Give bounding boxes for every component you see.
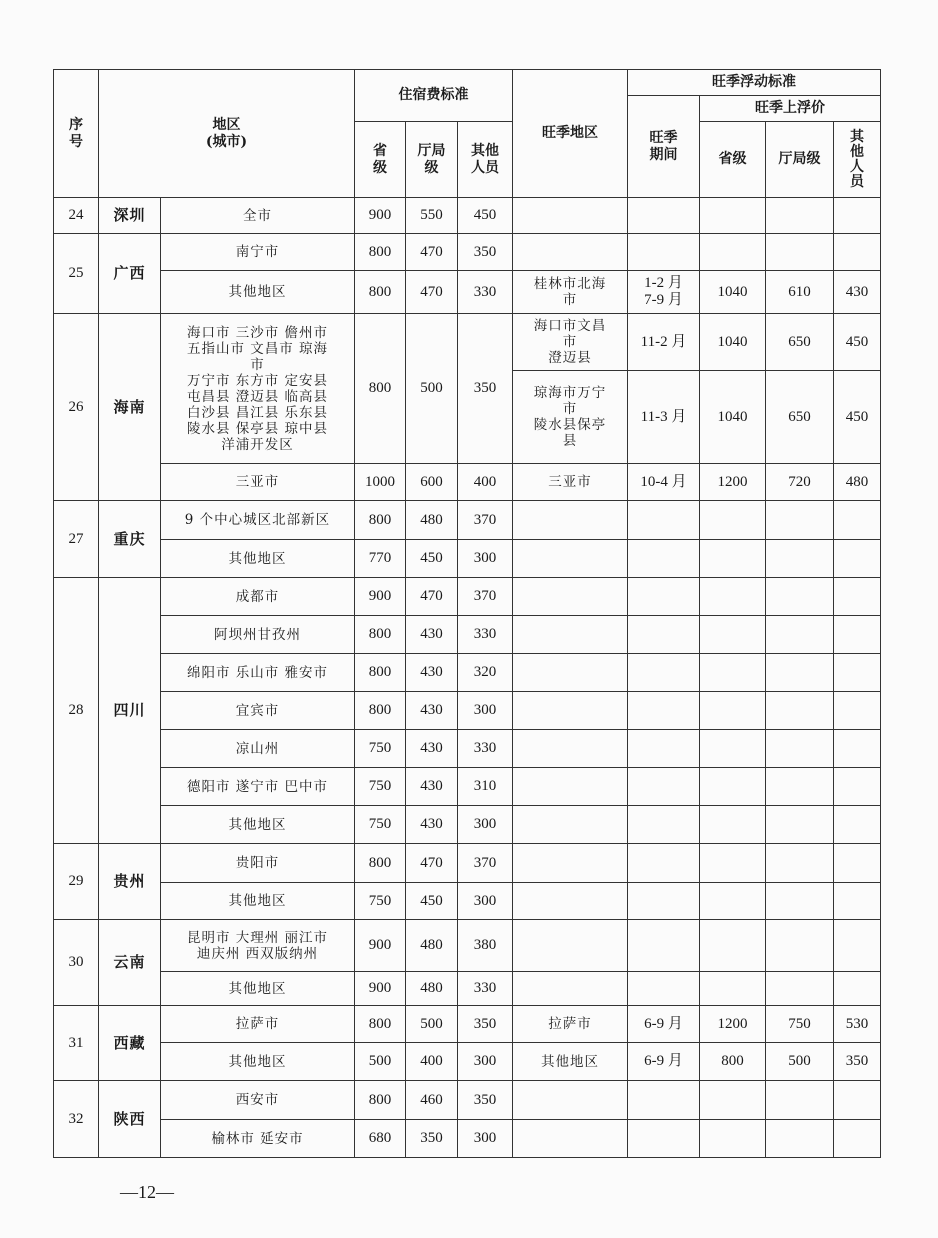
provincial-rate: 900 xyxy=(355,920,406,972)
area-cell: 西安市 xyxy=(161,1081,355,1120)
peak-provincial-rate xyxy=(700,501,766,540)
department-rate: 550 xyxy=(406,198,458,234)
provincial-rate: 800 xyxy=(355,501,406,540)
department-rate: 430 xyxy=(406,730,458,768)
peak-period-cell xyxy=(628,844,700,883)
department-rate: 500 xyxy=(406,1006,458,1043)
peak-department-rate xyxy=(766,972,834,1006)
department-rate: 470 xyxy=(406,578,458,616)
peak-other-rate xyxy=(834,806,881,844)
table-row xyxy=(54,234,881,271)
peak-department-rate: 650 xyxy=(766,314,834,371)
area-cell: 阿坝州甘孜州 xyxy=(161,616,355,654)
header-peak-area: 旺季地区 xyxy=(513,70,628,198)
provincial-rate: 750 xyxy=(355,883,406,920)
peak-department-rate: 500 xyxy=(766,1043,834,1081)
seq-cell: 30 xyxy=(54,920,99,1006)
peak-other-rate xyxy=(834,501,881,540)
other-rate: 350 xyxy=(458,1081,513,1120)
area-cell: 海口市 三沙市 儋州市 五指山市 文昌市 琼海 市 万宁市 东方市 定安县 屯昌县 澄迈县 临高县 白沙县 昌江县 乐东县 陵水县 保亭县 琼中县 洋浦开发区 xyxy=(161,314,355,464)
provincial-rate: 800 xyxy=(355,1081,406,1120)
peak-provincial-rate: 1040 xyxy=(700,314,766,371)
seq-cell: 24 xyxy=(54,198,99,234)
peak-department-rate xyxy=(766,234,834,271)
peak-area-cell xyxy=(513,1081,628,1120)
peak-area-cell xyxy=(513,501,628,540)
peak-provincial-rate: 1200 xyxy=(700,464,766,501)
other-rate: 450 xyxy=(458,198,513,234)
department-rate: 400 xyxy=(406,1043,458,1081)
peak-area-cell: 三亚市 xyxy=(513,464,628,501)
other-rate: 300 xyxy=(458,1043,513,1081)
provincial-rate: 770 xyxy=(355,540,406,578)
peak-period-cell: 6-9 月 xyxy=(628,1006,700,1043)
header-peak-department: 厅局级 xyxy=(766,122,834,198)
other-rate: 300 xyxy=(458,692,513,730)
peak-provincial-rate xyxy=(700,692,766,730)
other-rate: 310 xyxy=(458,768,513,806)
peak-area-cell xyxy=(513,972,628,1006)
area-cell: 宜宾市 xyxy=(161,692,355,730)
peak-other-rate: 480 xyxy=(834,464,881,501)
header-lodging-provincial: 省 级 xyxy=(355,122,406,198)
table-row xyxy=(54,1081,881,1120)
department-rate: 480 xyxy=(406,972,458,1006)
province-cell: 云南 xyxy=(99,920,161,1006)
area-cell: 9 个中心城区北部新区 xyxy=(161,501,355,540)
peak-department-rate: 650 xyxy=(766,371,834,464)
peak-area-cell xyxy=(513,198,628,234)
peak-provincial-rate xyxy=(700,972,766,1006)
area-cell: 昆明市 大理州 丽江市 迪庆州 西双版纳州 xyxy=(161,920,355,972)
peak-other-rate xyxy=(834,920,881,972)
peak-department-rate: 720 xyxy=(766,464,834,501)
peak-area-cell xyxy=(513,883,628,920)
province-cell: 西藏 xyxy=(99,1006,161,1081)
other-rate: 330 xyxy=(458,972,513,1006)
area-cell: 德阳市 遂宁市 巴中市 xyxy=(161,768,355,806)
other-rate: 350 xyxy=(458,1006,513,1043)
page-number: —12— xyxy=(120,1182,174,1202)
area-cell: 绵阳市 乐山市 雅安市 xyxy=(161,654,355,692)
peak-period-cell xyxy=(628,1081,700,1120)
peak-other-rate xyxy=(834,972,881,1006)
area-cell: 凉山州 xyxy=(161,730,355,768)
other-rate: 350 xyxy=(458,234,513,271)
peak-area-cell xyxy=(513,692,628,730)
province-cell: 广西 xyxy=(99,234,161,314)
peak-period-cell: 10-4 月 xyxy=(628,464,700,501)
other-rate: 350 xyxy=(458,314,513,464)
province-cell: 四川 xyxy=(99,578,161,844)
department-rate: 470 xyxy=(406,844,458,883)
other-rate: 380 xyxy=(458,920,513,972)
table-row xyxy=(54,198,881,234)
other-rate: 300 xyxy=(458,883,513,920)
province-cell: 重庆 xyxy=(99,501,161,578)
table-row xyxy=(54,806,881,844)
department-rate: 480 xyxy=(406,920,458,972)
seq-cell: 29 xyxy=(54,844,99,920)
peak-department-rate xyxy=(766,730,834,768)
seq-cell: 27 xyxy=(54,501,99,578)
header-peak-provincial: 省级 xyxy=(700,122,766,198)
peak-provincial-rate: 1040 xyxy=(700,371,766,464)
department-rate: 350 xyxy=(406,1120,458,1158)
peak-area-cell xyxy=(513,1120,628,1158)
seq-cell: 25 xyxy=(54,234,99,314)
peak-department-rate xyxy=(766,920,834,972)
province-cell: 陕西 xyxy=(99,1081,161,1158)
peak-area-cell: 琼海市万宁 市 陵水县保亭 县 xyxy=(513,371,628,464)
table-row xyxy=(54,972,881,1006)
peak-provincial-rate xyxy=(700,654,766,692)
peak-area-cell xyxy=(513,654,628,692)
other-rate: 320 xyxy=(458,654,513,692)
table-row xyxy=(54,271,881,314)
peak-department-rate xyxy=(766,768,834,806)
provincial-rate: 800 xyxy=(355,616,406,654)
provincial-rate: 1000 xyxy=(355,464,406,501)
header-seq: 序 号 xyxy=(54,70,99,198)
provincial-rate: 800 xyxy=(355,1006,406,1043)
peak-provincial-rate xyxy=(700,198,766,234)
peak-period-cell xyxy=(628,972,700,1006)
table-row xyxy=(54,730,881,768)
peak-area-cell xyxy=(513,234,628,271)
provincial-rate: 900 xyxy=(355,198,406,234)
header-peak-period: 旺季 期间 xyxy=(628,96,700,198)
peak-provincial-rate xyxy=(700,883,766,920)
provincial-rate: 800 xyxy=(355,234,406,271)
peak-other-rate xyxy=(834,768,881,806)
department-rate: 470 xyxy=(406,234,458,271)
department-rate: 470 xyxy=(406,271,458,314)
header-lodging-standard: 住宿费标准 xyxy=(355,70,513,122)
table-row xyxy=(54,654,881,692)
table-row xyxy=(54,1006,881,1043)
table-row xyxy=(54,501,881,540)
peak-department-rate xyxy=(766,883,834,920)
department-rate: 430 xyxy=(406,806,458,844)
department-rate: 430 xyxy=(406,654,458,692)
provincial-rate: 750 xyxy=(355,730,406,768)
peak-provincial-rate xyxy=(700,1120,766,1158)
peak-department-rate xyxy=(766,806,834,844)
peak-period-cell xyxy=(628,198,700,234)
provincial-rate: 900 xyxy=(355,578,406,616)
peak-provincial-rate xyxy=(700,806,766,844)
peak-department-rate xyxy=(766,692,834,730)
header-lodging-other: 其他 人员 xyxy=(458,122,513,198)
peak-department-rate xyxy=(766,844,834,883)
provincial-rate: 750 xyxy=(355,806,406,844)
peak-area-cell xyxy=(513,920,628,972)
other-rate: 370 xyxy=(458,501,513,540)
seq-cell: 31 xyxy=(54,1006,99,1081)
province-cell: 海南 xyxy=(99,314,161,501)
peak-period-cell xyxy=(628,234,700,271)
peak-provincial-rate: 1040 xyxy=(700,271,766,314)
provincial-rate: 680 xyxy=(355,1120,406,1158)
provincial-rate: 800 xyxy=(355,271,406,314)
table-row xyxy=(54,540,881,578)
table-row xyxy=(54,920,881,972)
other-rate: 300 xyxy=(458,1120,513,1158)
other-rate: 330 xyxy=(458,616,513,654)
department-rate: 450 xyxy=(406,540,458,578)
peak-area-cell xyxy=(513,730,628,768)
provincial-rate: 500 xyxy=(355,1043,406,1081)
peak-provincial-rate xyxy=(700,844,766,883)
peak-department-rate xyxy=(766,540,834,578)
peak-provincial-rate xyxy=(700,730,766,768)
other-rate: 300 xyxy=(458,806,513,844)
seq-cell: 32 xyxy=(54,1081,99,1158)
table-row xyxy=(54,844,881,883)
department-rate: 500 xyxy=(406,314,458,464)
peak-provincial-rate: 1200 xyxy=(700,1006,766,1043)
peak-period-cell xyxy=(628,692,700,730)
table-row xyxy=(54,1120,881,1158)
table-row xyxy=(54,1043,881,1081)
peak-other-rate: 450 xyxy=(834,371,881,464)
peak-other-rate xyxy=(834,578,881,616)
peak-other-rate: 530 xyxy=(834,1006,881,1043)
department-rate: 430 xyxy=(406,692,458,730)
peak-period-cell xyxy=(628,578,700,616)
peak-department-rate: 750 xyxy=(766,1006,834,1043)
peak-department-rate xyxy=(766,1120,834,1158)
peak-other-rate xyxy=(834,1120,881,1158)
area-cell: 贵阳市 xyxy=(161,844,355,883)
department-rate: 600 xyxy=(406,464,458,501)
peak-department-rate xyxy=(766,501,834,540)
header-region: 地区 (城市) xyxy=(99,70,355,198)
peak-department-rate: 610 xyxy=(766,271,834,314)
province-cell: 深圳 xyxy=(99,198,161,234)
area-cell: 其他地区 xyxy=(161,806,355,844)
lodging-standards-table xyxy=(53,69,881,1158)
table-row xyxy=(54,616,881,654)
area-cell: 榆林市 延安市 xyxy=(161,1120,355,1158)
peak-department-rate xyxy=(766,616,834,654)
peak-period-cell xyxy=(628,540,700,578)
peak-other-rate xyxy=(834,234,881,271)
area-cell: 全市 xyxy=(161,198,355,234)
peak-area-cell: 桂林市北海 市 xyxy=(513,271,628,314)
peak-area-cell: 海口市文昌 市 澄迈县 xyxy=(513,314,628,371)
peak-period-cell: 11-3 月 xyxy=(628,371,700,464)
department-rate: 480 xyxy=(406,501,458,540)
peak-other-rate: 450 xyxy=(834,314,881,371)
area-cell: 南宁市 xyxy=(161,234,355,271)
peak-period-cell: 6-9 月 xyxy=(628,1043,700,1081)
province-cell: 贵州 xyxy=(99,844,161,920)
peak-other-rate xyxy=(834,844,881,883)
other-rate: 370 xyxy=(458,578,513,616)
peak-period-cell xyxy=(628,920,700,972)
peak-period-cell xyxy=(628,654,700,692)
other-rate: 330 xyxy=(458,271,513,314)
peak-provincial-rate xyxy=(700,920,766,972)
peak-area-cell xyxy=(513,844,628,883)
peak-period-cell xyxy=(628,768,700,806)
peak-provincial-rate xyxy=(700,578,766,616)
seq-cell: 26 xyxy=(54,314,99,501)
peak-period-cell xyxy=(628,806,700,844)
peak-other-rate xyxy=(834,616,881,654)
peak-area-cell: 拉萨市 xyxy=(513,1006,628,1043)
peak-provincial-rate xyxy=(700,1081,766,1120)
peak-other-rate: 430 xyxy=(834,271,881,314)
provincial-rate: 800 xyxy=(355,654,406,692)
peak-other-rate xyxy=(834,1081,881,1120)
peak-area-cell: 其他地区 xyxy=(513,1043,628,1081)
peak-provincial-rate xyxy=(700,540,766,578)
area-cell: 成都市 xyxy=(161,578,355,616)
peak-period-cell xyxy=(628,1120,700,1158)
table-row xyxy=(54,578,881,616)
provincial-rate: 800 xyxy=(355,314,406,464)
header-peak-uplift: 旺季上浮价 xyxy=(700,96,881,122)
peak-provincial-rate: 800 xyxy=(700,1043,766,1081)
peak-area-cell xyxy=(513,806,628,844)
peak-provincial-rate xyxy=(700,616,766,654)
area-cell: 其他地区 xyxy=(161,271,355,314)
other-rate: 300 xyxy=(458,540,513,578)
table-row xyxy=(54,314,881,371)
peak-other-rate xyxy=(834,198,881,234)
department-rate: 450 xyxy=(406,883,458,920)
peak-period-cell: 1-2 月 7-9 月 xyxy=(628,271,700,314)
header-lodging-department: 厅局 级 xyxy=(406,122,458,198)
table-row xyxy=(54,768,881,806)
peak-department-rate xyxy=(766,198,834,234)
other-rate: 370 xyxy=(458,844,513,883)
peak-other-rate xyxy=(834,654,881,692)
peak-area-cell xyxy=(513,616,628,654)
peak-period-cell xyxy=(628,883,700,920)
area-cell: 三亚市 xyxy=(161,464,355,501)
peak-provincial-rate xyxy=(700,234,766,271)
department-rate: 430 xyxy=(406,616,458,654)
peak-other-rate xyxy=(834,692,881,730)
peak-department-rate xyxy=(766,654,834,692)
peak-other-rate xyxy=(834,540,881,578)
peak-provincial-rate xyxy=(700,768,766,806)
peak-department-rate xyxy=(766,1081,834,1120)
peak-area-cell xyxy=(513,768,628,806)
header-peak-float-standard: 旺季浮动标准 xyxy=(628,70,881,96)
area-cell: 其他地区 xyxy=(161,540,355,578)
peak-area-cell xyxy=(513,540,628,578)
peak-department-rate xyxy=(766,578,834,616)
provincial-rate: 800 xyxy=(355,692,406,730)
provincial-rate: 900 xyxy=(355,972,406,1006)
table-row xyxy=(54,883,881,920)
area-cell: 其他地区 xyxy=(161,883,355,920)
peak-area-cell xyxy=(513,578,628,616)
provincial-rate: 800 xyxy=(355,844,406,883)
provincial-rate: 750 xyxy=(355,768,406,806)
peak-other-rate: 350 xyxy=(834,1043,881,1081)
peak-period-cell xyxy=(628,730,700,768)
peak-period-cell xyxy=(628,501,700,540)
department-rate: 460 xyxy=(406,1081,458,1120)
area-cell: 其他地区 xyxy=(161,972,355,1006)
area-cell: 其他地区 xyxy=(161,1043,355,1081)
other-rate: 330 xyxy=(458,730,513,768)
header-peak-other: 其 他 人 员 xyxy=(834,122,881,198)
table-row xyxy=(54,464,881,501)
peak-period-cell xyxy=(628,616,700,654)
other-rate: 400 xyxy=(458,464,513,501)
peak-period-cell: 11-2 月 xyxy=(628,314,700,371)
table-row xyxy=(54,692,881,730)
department-rate: 430 xyxy=(406,768,458,806)
seq-cell: 28 xyxy=(54,578,99,844)
area-cell: 拉萨市 xyxy=(161,1006,355,1043)
peak-other-rate xyxy=(834,730,881,768)
peak-other-rate xyxy=(834,883,881,920)
